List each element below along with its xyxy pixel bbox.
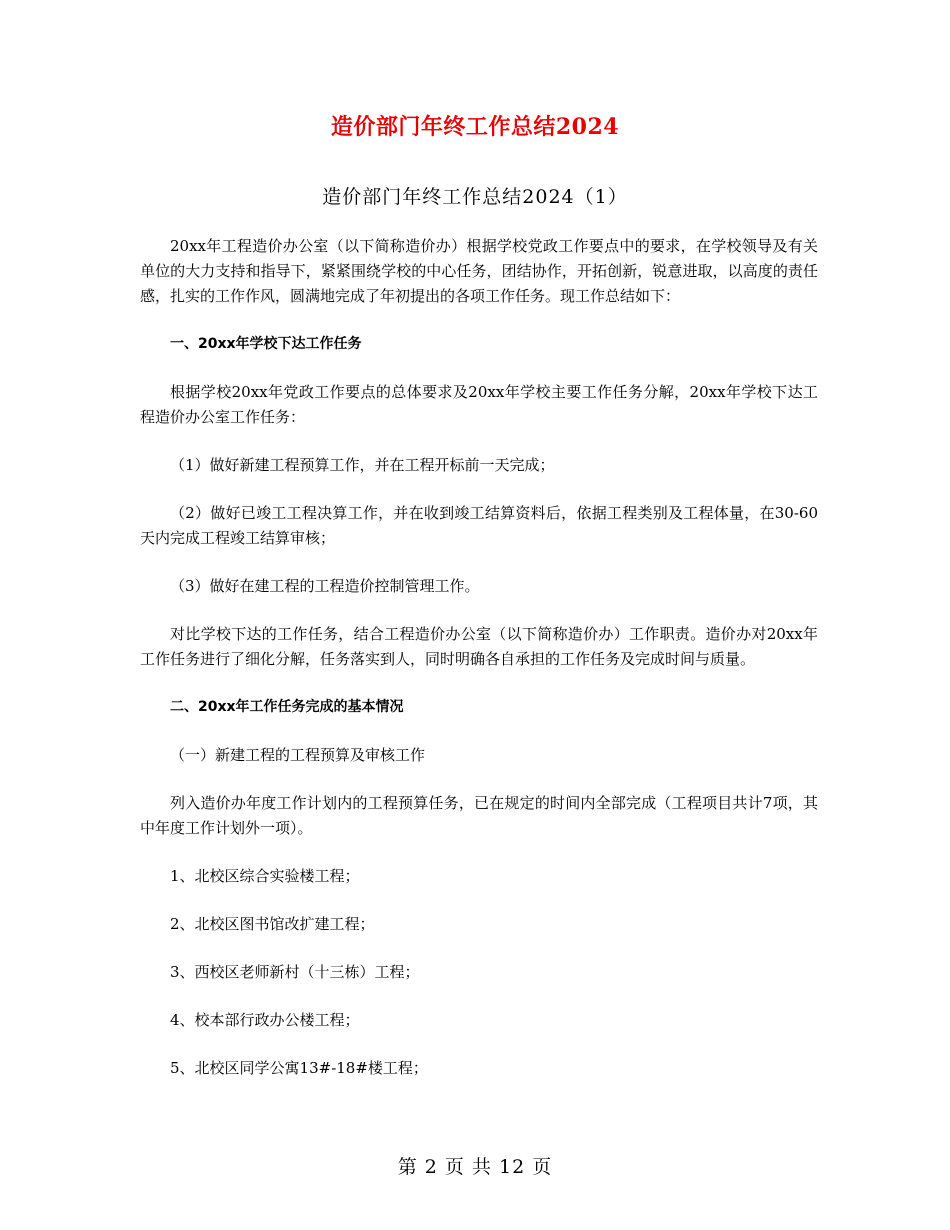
section-2-heading: 二、20xx年工作任务完成的基本情况 <box>170 699 404 715</box>
project-item-4: 4、校本部行政办公楼工程； <box>170 1011 360 1029</box>
project-item-1: 1、北校区综合实验楼工程； <box>170 867 360 885</box>
document-body <box>140 234 818 1104</box>
section-2-paragraph: 列入造价办年度工作计划内的工程预算任务，已在规定的时间内全部完成（工程项目共计7项，其中年度工作计划外一项）。 <box>140 794 818 837</box>
task-item-1: （1）做好新建工程预算工作，并在工程开标前一天完成； <box>170 456 555 474</box>
task-item-2: （2）做好已竣工工程决算工作，并在收到竣工结算资料后，依据工程类别及工程体量，在30-60天内完成工程竣工结算审核； <box>140 504 818 547</box>
project-item-3: 3、西校区老师新村（十三栋）工程； <box>170 963 420 981</box>
document-subtitle: 造价部门年终工作总结2024（1） <box>322 186 628 208</box>
section-1-summary: 对比学校下达的工作任务，结合工程造价办公室（以下简称造价办）工作职责。造价办对20xx年工作任务进行了细化分解，任务落实到人，同时明确各自承担的工作任务及完成时间与质量。 <box>140 625 818 668</box>
project-item-2: 2、北校区图书馆改扩建工程； <box>170 915 375 933</box>
section-1-paragraph: 根据学校20xx年党政工作要点的总体要求及20xx年学校主要工作任务分解，20xx年学校下达工程造价办公室工作任务： <box>140 383 818 426</box>
section-1-heading: 一、20xx年学校下达工作任务 <box>170 336 362 352</box>
project-item-5: 5、北校区同学公寓13#-18#楼工程； <box>170 1059 428 1077</box>
section-2-subheading: （一）新建工程的工程预算及审核工作 <box>170 746 426 764</box>
page-number-footer: 第 2 页 共 12 页 <box>397 1156 553 1178</box>
page-title: 造价部门年终工作总结2024 <box>330 114 620 140</box>
task-item-3: （3）做好在建工程的工程造价控制管理工作。 <box>170 577 480 595</box>
intro-paragraph: 20xx年工程造价办公室（以下简称造价办）根据学校党政工作要点中的要求，在学校领导及有关单位的大力支持和指导下，紧紧围绕学校的中心任务，团结协作，开拓创新，锐意进取，以高度的责任感，扎实的工作作风，圆满地完成了年初提出的各项工作任务。现工作总结如下： <box>140 237 818 305</box>
